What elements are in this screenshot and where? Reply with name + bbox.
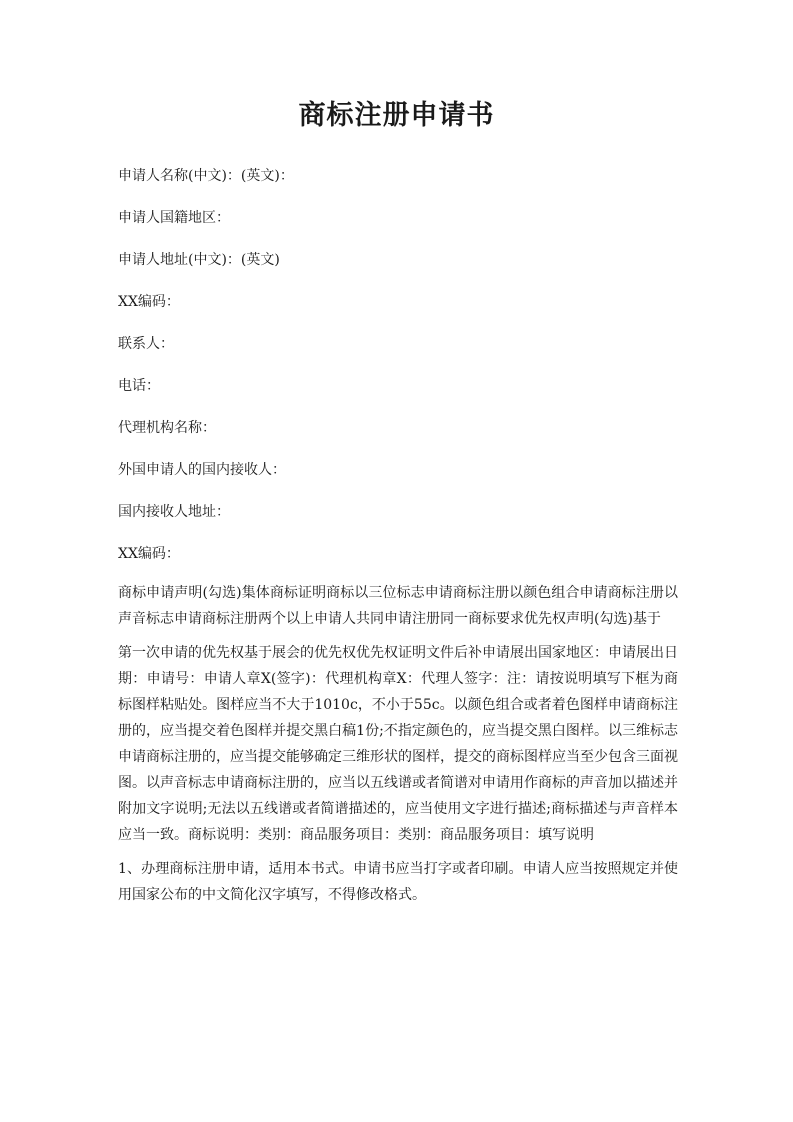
paragraph-instruction-1: 1、办理商标注册申请，适用本书式。申请书应当打字或者印刷。申请人应当按照规定并使用国家公布的中文简化汉字填写，不得修改格式。 [118,861,678,903]
field-contact-person: 联系人： [118,336,174,352]
paragraph-declaration: 商标申请声明(勾选)集体商标证明商标以三位标志申请商标注册以颜色组合申请商标注册以声音标志申请商标注册两个以上申请人共同申请注册同一商标要求优先权声明(勾选)基于 [118,585,678,627]
field-domestic-receiver: 外国申请人的国内接收人： [118,462,286,478]
field-postal-code: XX编码： [118,294,180,310]
paragraph-priority-and-notes: 第一次申请的优先权基于展会的优先权优先权证明文件后补申请展出国家地区：申请展出日期：申请号：申请人章X(签字)：代理机构章X：代理人签字：注：请按说明填写下框为商标图样粘贴处。图样应当不大于1010c，不小于55c。以颜色组合或者着色图样申请商标注册的，应当提交着色图样并提交黑白稿1份;不指定颜色的，应当提交黑白图样。以三维标志申请商标注册的，应当提交能够确定三维形状的图样，提交的商标图样应当至少包含三面视图。以声音标志申请商标注册的，应当以五线谱或者简谱对申请用作商标的声音加以描述并附加文字说明;无法以五线谱或者简谱描述的，应当使用文字进行描述;商标描述与声音样本应当一致。商标说明：类别：商品服务项目：类别：商品服务项目：填写说明 [118,645,678,843]
field-receiver-address: 国内接收人地址： [118,504,230,520]
field-phone: 电话： [118,378,160,394]
document-title: 商标注册申请书 [298,100,495,131]
field-applicant-name: 申请人名称(中文)：(英文)： [118,168,294,184]
field-applicant-address: 申请人地址(中文)：(英文) [118,252,280,268]
field-agency-name: 代理机构名称： [118,420,216,436]
document-body [118,160,678,916]
field-receiver-postal-code: XX编码： [118,546,180,562]
field-applicant-nationality: 申请人国籍地区： [118,210,230,226]
